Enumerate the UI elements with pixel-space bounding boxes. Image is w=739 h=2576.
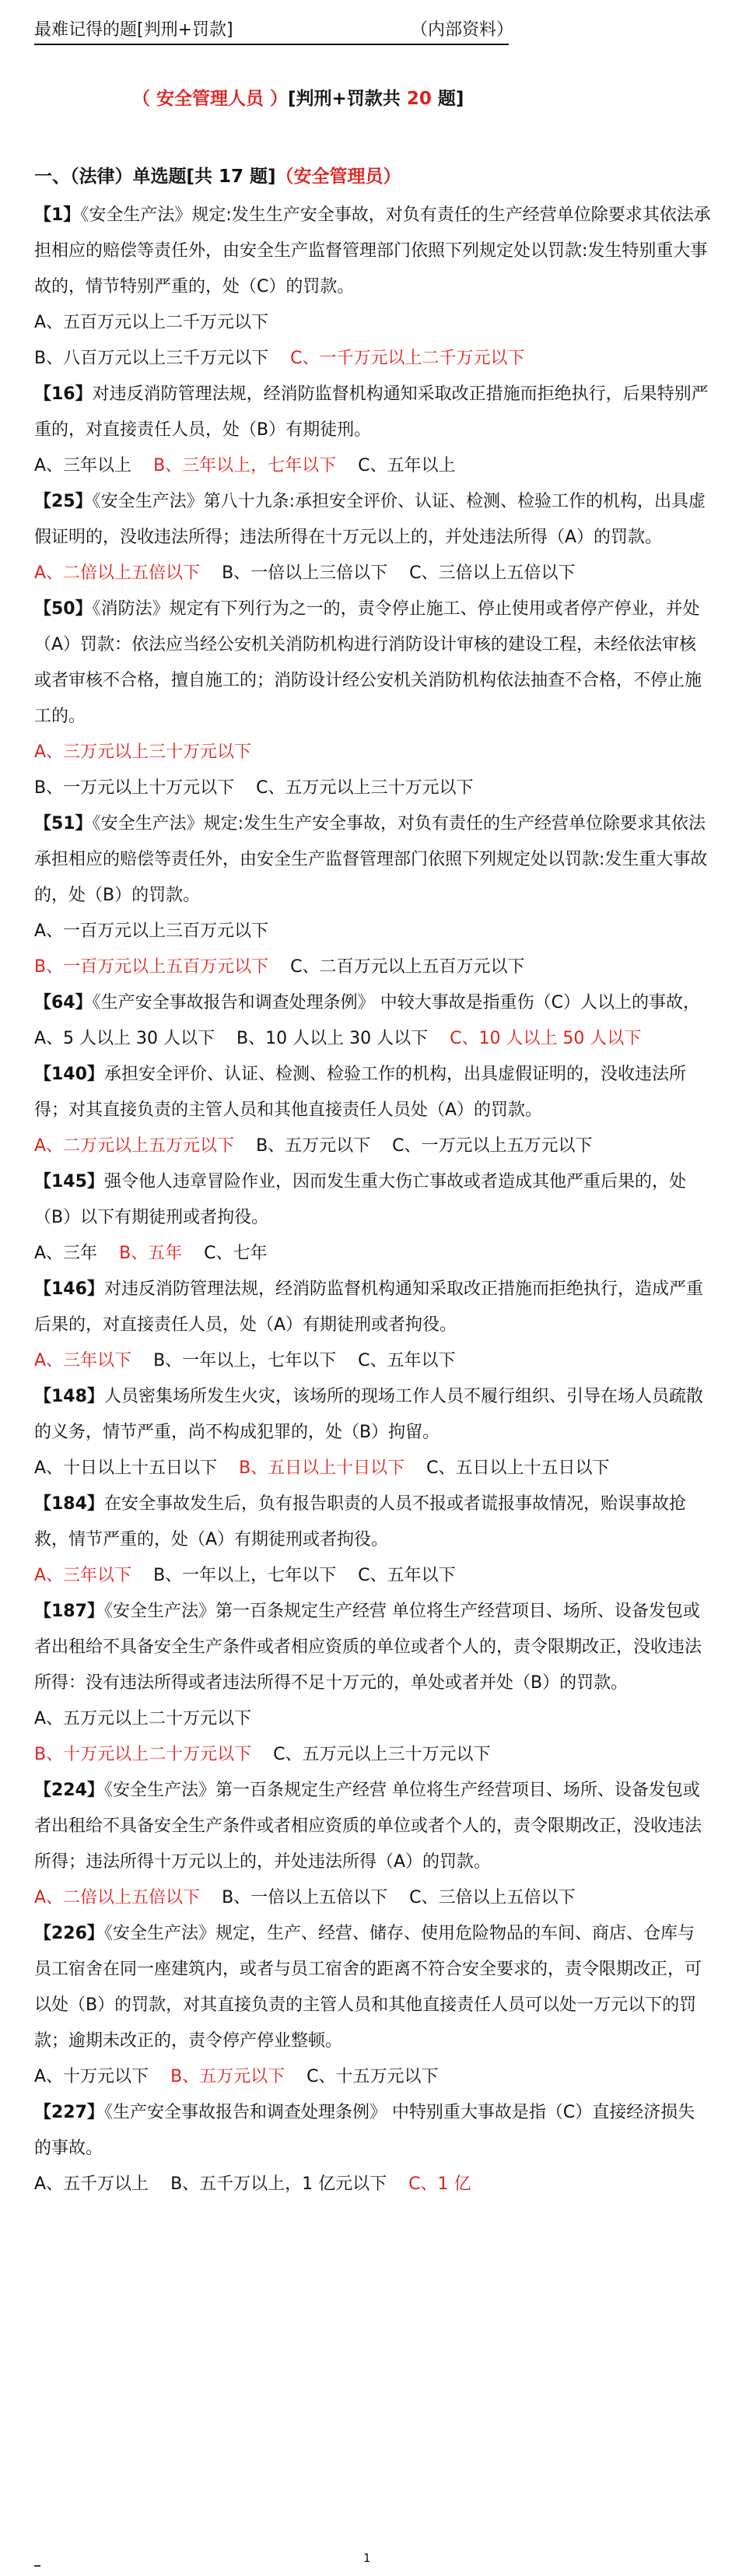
title-suffix: 题]: [431, 89, 464, 109]
option: C、五年以下: [358, 1566, 456, 1585]
question-item: [34, 985, 711, 1021]
option: C、三倍以上五倍以下: [409, 563, 576, 583]
option: B、一倍以上五倍以下: [222, 1888, 388, 1907]
question-text: 对违反消防管理法规，经消防监督机构通知采取改正措施而拒绝执行，后果特别严重的，对直接责任人员，处（B）有期徒刑。: [34, 384, 709, 440]
question-item: [34, 806, 711, 914]
header-title: 最难记得的题[判刑+罚款]: [34, 20, 233, 40]
options-line: [34, 341, 711, 377]
options-line: [34, 448, 711, 484]
options-line: [34, 2059, 711, 2095]
question-number: 【25】: [34, 492, 93, 511]
section-heading: [34, 162, 401, 188]
option: C、五年以上: [358, 456, 456, 476]
option: A、十万元以下: [34, 2067, 149, 2086]
footer-mark: [34, 2565, 40, 2567]
question-number: 【227】: [34, 2103, 104, 2122]
question-number: 【148】: [34, 1387, 104, 1406]
option: A、5 人以上 30 人以下: [34, 1029, 215, 1048]
option: C、五年以下: [358, 1351, 456, 1370]
question-item: [34, 2095, 711, 2167]
option: C、十五万元以下: [306, 2067, 439, 2086]
question-text: 承担安全评价、认证、检测、检验工作的机构，出具虚假证明的，没收违法所得；对其直接负责的主管人员和其他直接责任人员处（A）的罚款。: [34, 1065, 686, 1120]
options-line: [34, 1021, 711, 1057]
question-text: 对违反消防管理法规，经消防监督机构通知采取改正措施而拒绝执行，造成严重后果的，对直接责任人员，处（A）有期徒刑或者拘役。: [34, 1279, 703, 1335]
options-line: [34, 1880, 711, 1916]
option: B、五千万以上，1 亿元以下: [170, 2174, 387, 2194]
correct-option: C、一千万元以上二千万元以下: [290, 349, 525, 368]
option: B、10 人以上 30 人以下: [236, 1029, 429, 1048]
document-title: [132, 84, 464, 110]
question-text: 人员密集场所发生火灾，该场所的现场工作人员不履行组织、引导在场人员疏散的义务，情节严重，尚不构成犯罪的，处（B）拘留。: [34, 1387, 703, 1442]
question-item: [34, 1272, 711, 1343]
correct-option: B、十万元以上二十万元以下: [34, 1745, 252, 1764]
options-line: [34, 1451, 711, 1486]
question-item: [34, 484, 711, 556]
option: A、五万元以上二十万元以下: [34, 1709, 252, 1728]
question-number: 【1】: [34, 205, 81, 225]
correct-option: A、二倍以上五倍以下: [34, 1888, 201, 1907]
question-number: 【226】: [34, 1924, 104, 1943]
correct-option: B、五万元以下: [170, 2067, 285, 2086]
option: A、三年: [34, 1244, 98, 1263]
options-line: [34, 1343, 711, 1379]
question-item: [34, 1379, 711, 1451]
options-line: [34, 770, 711, 806]
option: C、二百万元以上五百万元以下: [290, 957, 525, 977]
correct-option: A、二万元以上五万元以下: [34, 1136, 235, 1156]
question-text: 《生产安全事故报告和调查处理条例》 中较大事故是指重伤（C）人以上的事故，: [92, 993, 700, 1013]
options-line: [34, 1236, 711, 1272]
option: C、三倍以上五倍以下: [409, 1888, 576, 1907]
option: A、五千万以上: [34, 2174, 149, 2194]
question-number: 【187】: [34, 1602, 104, 1621]
question-text: 《安全生产法》规定:发生生产安全事故，对负有责任的生产经营单位除要求其依法承担相应的赔偿等责任外，由安全生产监督管理部门依照下列规定处以罚款:发生特别重大事故的，情节特别严重的，处（C）的罚款。: [34, 205, 711, 297]
option: B、一年以上，七年以下: [153, 1566, 337, 1585]
question-number: 【224】: [34, 1781, 104, 1800]
question-item: [34, 198, 711, 305]
question-text: 《安全生产法》第八十九条:承担安全评价、认证、检测、检验工作的机构，出具虚假证明的，没收违法所得；违法所得在十万元以上的，并处违法所得（A）的罚款。: [34, 492, 706, 547]
question-text: 《安全生产法》规定:发生生产安全事故，对负有责任的生产经营单位除要求其依法承担相应的赔偿等责任外，由安全生产监督管理部门依照下列规定处以罚款:发生重大事故的，处（B）的罚款。: [34, 814, 708, 905]
correct-option: C、10 人以上 50 人以下: [450, 1029, 642, 1048]
correct-option: A、三年以下: [34, 1566, 132, 1585]
correct-option: B、五日以上十日以下: [239, 1458, 405, 1478]
options-line: [34, 1558, 711, 1594]
option: C、七年: [204, 1244, 268, 1263]
question-number: 【16】: [34, 384, 93, 404]
question-item: [34, 1594, 711, 1701]
question-list: [34, 198, 711, 2202]
title-red-part: （ 安全管理人员 ）: [132, 89, 289, 109]
option: A、三年以上: [34, 456, 132, 476]
option: A、一百万元以上三百万元以下: [34, 921, 269, 941]
question-text: 在安全事故发生后，负有报告职责的人员不报或者谎报事故情况，贻误事故抢救，情节严重的，处（A）有期徒刑或者拘役。: [34, 1494, 686, 1549]
question-item: [34, 1057, 711, 1128]
question-text: 《消防法》规定有下列行为之一的，责令停止施工、停止使用或者停产停业，并处（A）罚款：依法应当经公安机关消防机构进行消防设计审核的建设工程，未经依法审核或者审核不合格，擅自施工的；消防设计经公安机关消防机构依法抽查不合格，不停止施工的。: [34, 599, 702, 726]
option: B、一年以上，七年以下: [153, 1351, 337, 1370]
header-note: （内部资料）: [411, 20, 514, 40]
section-prefix: 一、（法律）单选题[共 17 题]: [34, 167, 276, 187]
question-item: [34, 591, 711, 735]
option: A、十日以上十五日以下: [34, 1458, 218, 1478]
options-line: [34, 305, 711, 341]
question-item: [34, 1916, 711, 2059]
options-line: [34, 2167, 711, 2202]
question-number: 【64】: [34, 993, 93, 1013]
options-line: [34, 949, 711, 985]
question-text: 《安全生产法》第一百条规定生产经营 单位将生产经营项目、场所、设备发包或者出租给不具备安全生产条件或者相应资质的单位或者个人的，责令限期改正，没收违法所得；违法所得十万元以上的，并处违法所得（A）的罚款。: [34, 1781, 702, 1872]
question-number: 【146】: [34, 1279, 104, 1299]
question-number: 【184】: [34, 1494, 104, 1514]
options-line: [34, 914, 711, 949]
correct-option: A、三万元以上三十万元以下: [34, 742, 252, 762]
page-number: 1: [363, 2551, 371, 2565]
option: C、五日以上十五日以下: [426, 1458, 610, 1478]
question-item: [34, 1773, 711, 1880]
option: B、五万元以下: [256, 1136, 371, 1156]
question-number: 【50】: [34, 599, 93, 619]
option: C、一万元以上五万元以下: [392, 1136, 593, 1156]
correct-option: B、五年: [119, 1244, 183, 1263]
question-text: 《生产安全事故报告和调查处理条例》 中特别重大事故是指（C）直接经济损失的事故。: [34, 2103, 695, 2158]
option: B、一万元以上十万元以下: [34, 778, 235, 798]
correct-option: B、一百万元以上五百万元以下: [34, 957, 269, 977]
option: B、八百万元以上三千万元以下: [34, 349, 269, 368]
question-item: [34, 1164, 711, 1236]
correct-option: C、1 亿: [408, 2174, 471, 2194]
option: B、一倍以上三倍以下: [222, 563, 388, 583]
title-count: 20: [406, 89, 432, 109]
option: C、五万元以上三十万元以下: [256, 778, 474, 798]
question-number: 【140】: [34, 1065, 104, 1084]
section-red-part: （安全管理员）: [275, 167, 401, 187]
options-line: [34, 556, 711, 591]
correct-option: B、三年以上，七年以下: [153, 456, 337, 476]
options-line: [34, 735, 711, 770]
correct-option: A、三年以下: [34, 1351, 132, 1370]
options-line: [34, 1701, 711, 1737]
option: A、五百万元以上二千万元以下: [34, 313, 269, 332]
page-header: [34, 17, 514, 45]
options-line: [34, 1128, 711, 1164]
question-text: 《安全生产法》规定，生产、经营、储存、使用危险物品的车间、商店、仓库与员工宿舍在同一座建筑内，或者与员工宿舍的距离不符合安全要求的，责令限期改正，可以处（B）的罚款，对其直接负责的主管人员和其他直接责任人员可以处一万元以下的罚款；逾期未改正的，责令停产停业整顿。: [34, 1924, 702, 2051]
options-line: [34, 1737, 711, 1773]
correct-option: A、二倍以上五倍以下: [34, 563, 201, 583]
question-number: 【51】: [34, 814, 93, 834]
title-black-part: [判刑+罚款共: [288, 89, 407, 109]
question-item: [34, 377, 711, 448]
question-text: 强令他人违章冒险作业，因而发生重大伤亡事故或者造成其他严重后果的，处（B）以下有期徒刑或者拘役。: [34, 1172, 686, 1227]
question-text: 《安全生产法》第一百条规定生产经营 单位将生产经营项目、场所、设备发包或者出租给不具备安全生产条件或者相应资质的单位或者个人的，责令限期改正，没收违法所得：没有违法所得或者违法所得不足十万元的，单处或者并处（B）的罚款。: [34, 1602, 702, 1693]
question-item: [34, 1486, 711, 1558]
option: C、五万元以上三十万元以下: [273, 1745, 491, 1764]
question-number: 【145】: [34, 1172, 104, 1191]
